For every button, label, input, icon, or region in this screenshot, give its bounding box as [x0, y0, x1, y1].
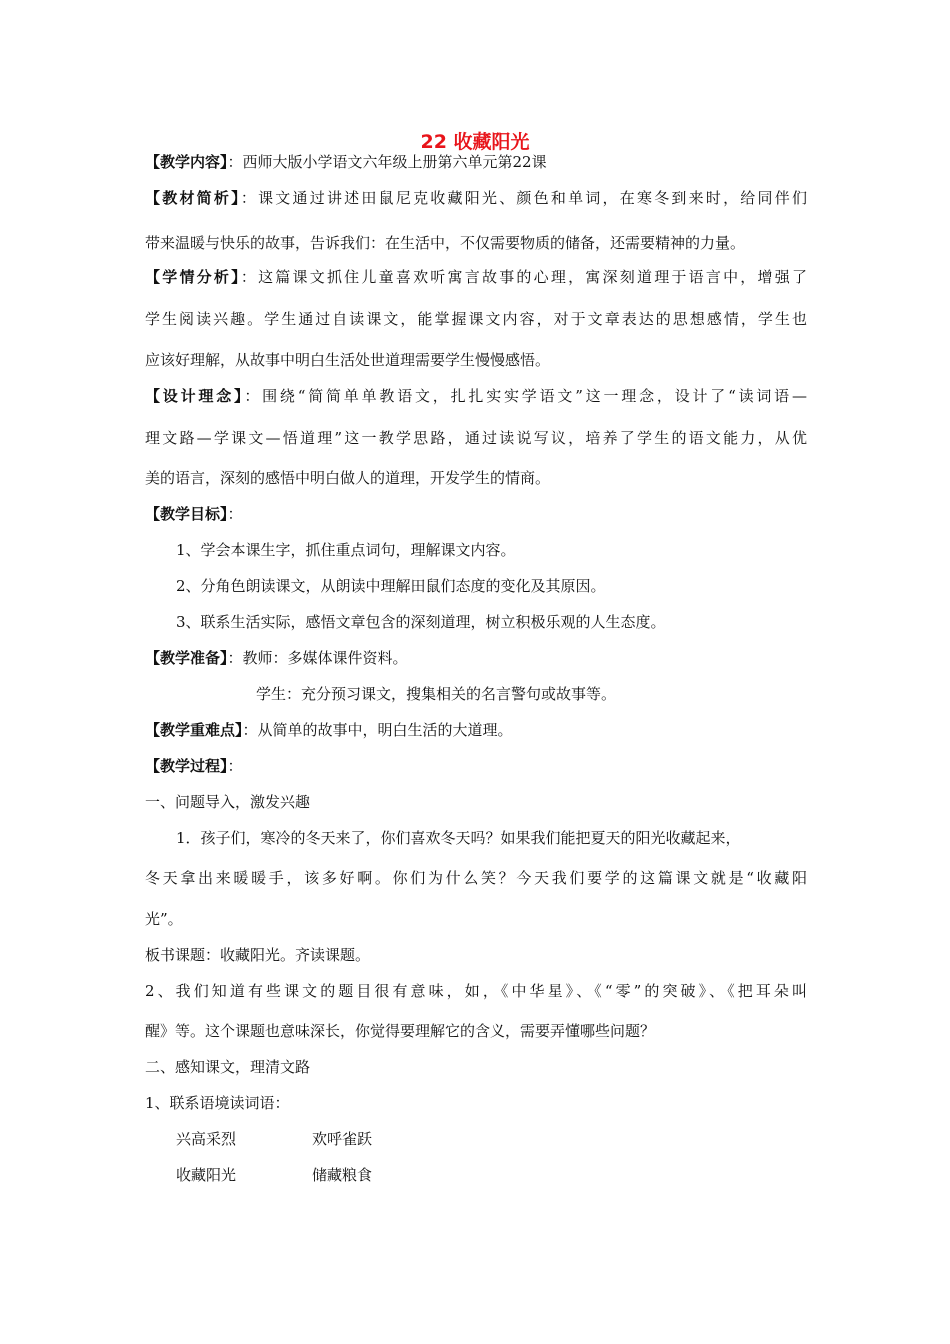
paragraph-line: 1、联系语境读词语：: [145, 1094, 290, 1112]
paragraph-line: 理文路—学课文—悟道理”这一教学思路，通过读说写议，培养了学生的语文能力，从优: [145, 429, 807, 447]
paragraph-line: 美的语言，深刻的感悟中明白做人的道理，开发学生的情商。: [145, 469, 551, 487]
paragraph-line: 带来温暖与快乐的故事，告诉我们：在生活中，不仅需要物质的储备，还需要精神的力量。: [145, 234, 746, 252]
design-row: [145, 385, 807, 406]
paragraph-line: 冬天拿出来暖暖手，该多好啊。你们为什么笑？今天我们要学的这篇课文就是“收藏阳: [145, 869, 807, 887]
word-item: 收藏阳光: [176, 1166, 237, 1184]
goal-item: 2、分角色朗读课文，从朗读中理解田鼠们态度的变化及其原因。: [176, 577, 606, 595]
analysis-row: [145, 187, 807, 208]
process-row: [145, 755, 243, 776]
document-title: 22 收藏阳光: [420, 131, 530, 153]
paragraph-line: 2、我们知道有些课文的题目很有意味，如，《中华星》、《“零”的突破》、《把耳朵叫: [145, 982, 807, 1000]
section-label: 【教学过程】: [145, 757, 228, 775]
goal-item: 3、联系生活实际，感悟文章包含的深刻道理，树立积极乐观的人生态度。: [176, 613, 666, 631]
key-row: [145, 719, 513, 740]
section-label: 【教学目标】: [145, 505, 228, 523]
goals-row: [145, 503, 243, 524]
section-text: ：围绕“简简单单教语文，扎扎实实学语文”这一理念，设计了“读词语—: [244, 387, 807, 405]
paragraph-line: 光”。: [145, 910, 183, 928]
paragraph-line: 醒》等。这个课题也意味深长，你觉得要理解它的含义，需要弄懂哪些问题？: [145, 1022, 656, 1040]
section-text: ：课文通过讲述田鼠尼克收藏阳光、颜色和单词，在寒冬到来时，给同伴们: [240, 189, 807, 207]
section-text: ：西师大版小学语文六年级上册第六单元第22课: [227, 153, 547, 171]
paragraph-line: 应该好理解，从故事中明白生活处世道理需要学生慢慢感悟。: [145, 351, 551, 369]
section-text: ：教师：多媒体课件资料。: [227, 649, 408, 667]
section-label: 【教学重难点】: [145, 721, 243, 739]
section-label: 【设计理念】: [145, 387, 245, 405]
section-text: ：从简单的故事中，明白生活的大道理。: [242, 721, 513, 739]
word-item: 欢呼雀跃: [312, 1130, 373, 1148]
word-item: 兴高采烈: [176, 1130, 237, 1148]
content-row: [145, 151, 547, 172]
word-item: 储藏粮食: [312, 1166, 373, 1184]
section-text: ：: [227, 757, 243, 775]
section-text: ：这篇课文抓住儿童喜欢听寓言故事的心理，寓深刻道理于语言中，增强了: [240, 268, 807, 286]
section-label: 【学情分析】: [145, 268, 241, 286]
goal-item: 1、学会本课生字，抓住重点词句，理解课文内容。: [176, 541, 516, 559]
section-label: 【教学准备】: [145, 649, 228, 667]
paragraph-line: 板书课题：收藏阳光。齐读课题。: [145, 946, 371, 964]
prep-row: [145, 647, 408, 668]
section-text: ：: [227, 505, 243, 523]
prep-student: 学生：充分预习课文，搜集相关的名言警句或故事等。: [256, 685, 617, 703]
students-row: [145, 266, 807, 287]
section-label: 【教材简析】: [145, 189, 241, 207]
section-heading: 二、感知课文，理清文路: [145, 1058, 311, 1076]
paragraph-line: 学生阅读兴趣。学生通过自读课文，能掌握课文内容，对于文章表达的思想感情，学生也: [145, 310, 807, 328]
paragraph-line: 1．孩子们，寒冷的冬天来了，你们喜欢冬天吗？如果我们能把夏天的阳光收藏起来，: [176, 829, 741, 847]
section-label: 【教学内容】: [145, 153, 228, 171]
section-heading: 一、问题导入，激发兴趣: [145, 793, 311, 811]
